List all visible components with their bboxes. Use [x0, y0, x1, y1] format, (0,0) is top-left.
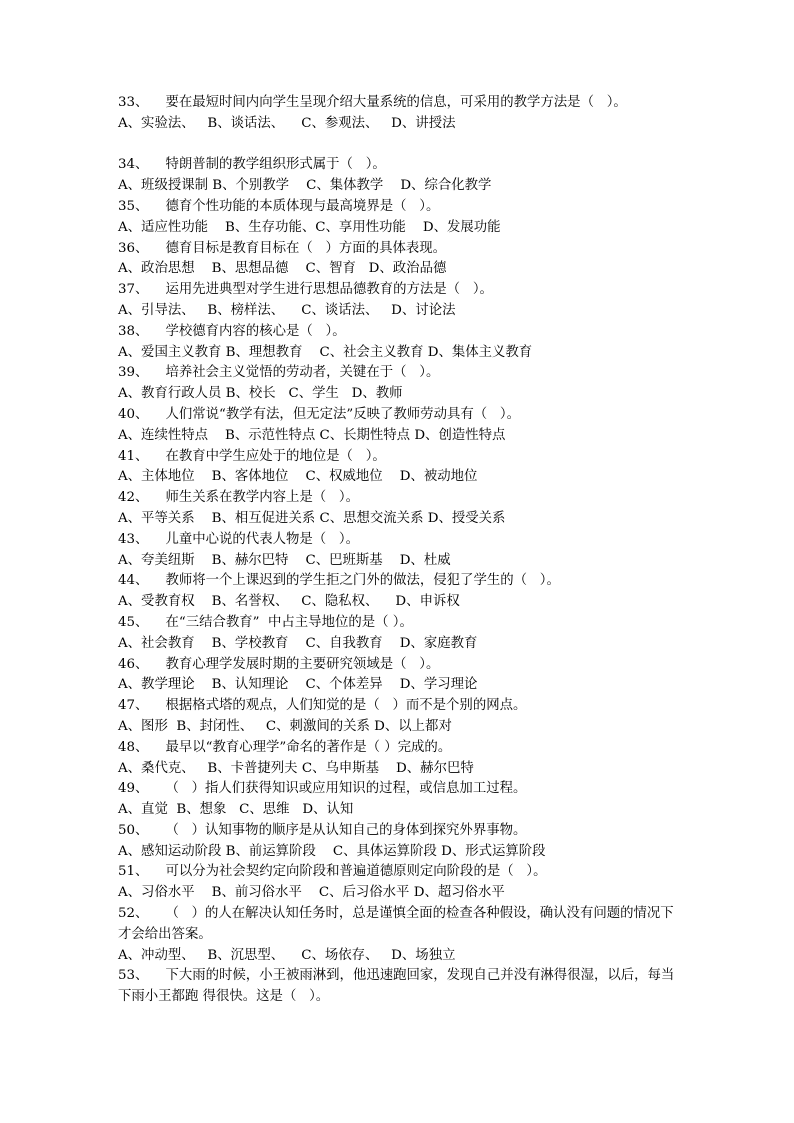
question-text: 49、 （ ）指人们获得知识或应用知识的过程，或信息加工过程。	[118, 781, 527, 797]
question-text: 47、 根据格式塔的观点，人们知觉的是（ ）而不是个别的网点。	[118, 698, 527, 714]
question-options: A、主体地位 B、客体地位 C、权威地位 D、被动地位	[118, 469, 478, 485]
question-38	[118, 322, 678, 364]
question-49	[118, 779, 678, 821]
question-options: A、习俗水平 B、前习俗水平 C、后习俗水平 D、超习俗水平	[118, 885, 505, 901]
question-48	[118, 738, 678, 780]
question-options: A、引导法、 B、榜样法、 C、谈话法、 D、讨论法	[118, 302, 456, 318]
question-text: 45、 在“三结合教育” 中占主导地位的是（ ）。	[118, 614, 413, 630]
question-44	[118, 571, 678, 613]
question-text: 33、 要在最短时间内向学生呈现介绍大量系统的信息，可采用的教学方法是（ ）。	[118, 95, 627, 110]
question-text: 38、 学校德育内容的核心是（ ）。	[118, 323, 346, 339]
question-options: A、连续性特点 B、示范性特点 C、长期性特点 D、创造性特点	[118, 427, 506, 443]
question-options: A、夸美纽斯 B、赫尔巴特 C、巴班斯基 D、杜威	[118, 552, 451, 568]
question-text: 34、 特朗普制的教学组织形式属于（ ）。	[118, 157, 386, 173]
question-45	[118, 613, 678, 655]
question-43	[118, 530, 678, 572]
question-options: A、班级授课制 B、个别教学 C、集体教学 D、综合化教学	[118, 178, 492, 194]
question-50	[118, 821, 678, 863]
question-options: A、实验法、 B、谈话法、 C、参观法、 D、讲授法	[118, 115, 456, 131]
question-text: 48、 最早以“教育心理学”命名的著作是（ ）完成的。	[118, 739, 452, 755]
question-42	[118, 488, 678, 530]
question-text: 50、 （ ）认知事物的顺序是从认知自己的身体到探究外界事物。	[118, 822, 527, 838]
question-text: 41、 在教育中学生应处于的地位是（ ）。	[118, 448, 386, 464]
question-options: A、教学理论 B、认知理论 C、个体差异 D、学习理论	[118, 677, 478, 693]
question-37	[118, 280, 678, 322]
question-text: 39、 培养社会主义觉悟的劳动者，关键在于（ ）。	[118, 365, 440, 381]
question-text: 52、 （ ）的人在解决认知任务时，总是谨慎全面的检查各种假设，确认没有问题的情况下才会给出答案。	[118, 906, 674, 942]
question-options: A、冲动型、 B、沉思型、 C、场依存、 D、场独立	[118, 947, 456, 963]
document-page	[118, 93, 678, 1008]
question-text: 37、 运用先进典型对学生进行思想品德教育的方法是（ ）。	[118, 282, 493, 298]
question-text: 46、 教育心理学发展时期的主要研究领域是（ ）。	[118, 656, 440, 672]
question-text: 40、 人们常说“教学有法，但无定法”反映了教师劳动具有（ ）。	[118, 406, 520, 422]
question-53	[118, 966, 678, 1008]
question-options: A、教育行政人员 B、校长 C、学生 D、教师	[118, 386, 403, 402]
question-40	[118, 405, 678, 447]
question-text: 35、 德育个性功能的本质体现与最高境界是（ ）。	[118, 198, 440, 214]
question-options: A、平等关系 B、相互促进关系 C、思想交流关系 D、授受关系	[118, 510, 506, 526]
question-41	[118, 447, 678, 489]
question-52	[118, 904, 678, 966]
question-options: A、适应性功能 B、生存功能、C、享用性功能 D、发展功能	[118, 219, 501, 235]
question-text: 42、 师生关系在教学内容上是（ ）。	[118, 490, 359, 506]
question-text: 43、 儿童中心说的代表人物是（ ）。	[118, 531, 359, 547]
blank-line	[118, 135, 678, 156]
question-options: A、政治思想 B、思想品德 C、智育 D、政治品德	[118, 261, 447, 277]
question-text: 51、 可以分为社会契约定向阶段和普遍道德原则定向阶段的是（ ）。	[118, 864, 547, 880]
question-36	[118, 239, 678, 281]
question-options: A、受教育权 B、名誉权、 C、隐私权、 D、申诉权	[118, 594, 460, 610]
question-35	[118, 197, 678, 239]
question-47	[118, 696, 678, 738]
question-options: A、图形 B、封闭性、 C、刺激间的关系 D、以上都对	[118, 718, 452, 734]
question-46	[118, 655, 678, 697]
question-text: 36、 德育目标是教育目标在（ ）方面的具体表现。	[118, 240, 447, 256]
question-options: A、感知运动阶段 B、前运算阶段 C、具体运算阶段 D、形式运算阶段	[118, 843, 546, 859]
question-39	[118, 363, 678, 405]
question-options: A、爱国主义教育 B、理想教育 C、社会主义教育 D、集体主义教育	[118, 344, 533, 360]
question-34	[118, 155, 678, 197]
question-options: A、直觉 B、想象 C、思维 D、认知	[118, 802, 354, 818]
question-33	[118, 93, 678, 135]
question-51	[118, 862, 678, 904]
question-text: 44、 教师将一个上课迟到的学生拒之门外的做法，侵犯了学生的（ ）。	[118, 573, 560, 589]
question-options: A、桑代克、 B、卡普捷列夫 C、乌申斯基 D、赫尔巴特	[118, 760, 474, 776]
question-text: 53、 下大雨的时候，小王被雨淋到，他迅速跑回家，发现自己并没有淋得很湿，以后，每当下雨小王都跑 得很快。这是（ ）。	[118, 968, 675, 1005]
question-options: A、社会教育 B、学校教育 C、自我教育 D、家庭教育	[118, 635, 478, 651]
